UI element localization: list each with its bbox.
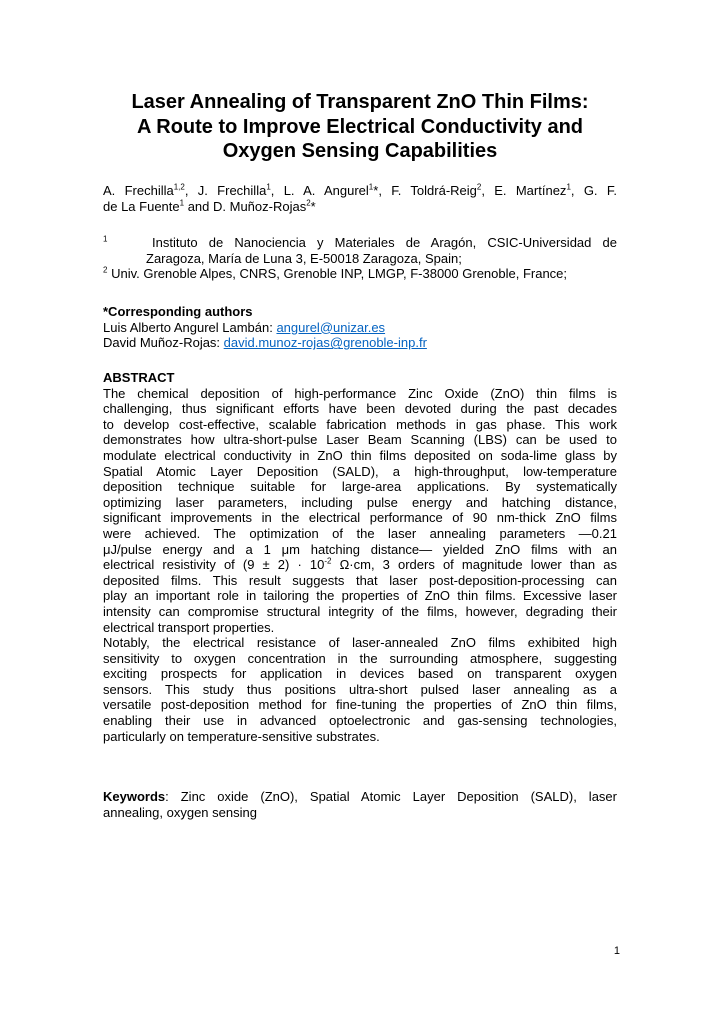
affiliation-number: 2 xyxy=(103,265,108,275)
corresponding-mark: * xyxy=(310,198,316,214)
abstract-line: intensity can compromise structural integrity of the films, however, degrading their xyxy=(103,603,617,619)
abstract-line: electrical transport properties. xyxy=(103,619,275,635)
author-name: A. Frechilla xyxy=(103,183,174,198)
author-name: E. Martínez xyxy=(494,183,567,198)
abstract-line: versatile post-deposition method for fine-tuning the properties of ZnO thin films, xyxy=(103,697,617,713)
author-affiliation-mark: 1,2 xyxy=(173,182,185,192)
abstract-line: Notably, the electrical resistance of laser-annealed ZnO films exhibited high xyxy=(103,635,617,651)
keywords-label: Keywords xyxy=(103,789,166,804)
title-line: Laser Annealing of Transparent ZnO Thin Films: xyxy=(131,91,589,113)
affiliation-1-continued: Zaragoza, María de Luna 3, E-50018 Zaragoza, Spain; xyxy=(146,250,462,266)
keywords-section xyxy=(103,789,617,820)
abstract-line: deposition technique suitable for large-area applications. By systematically xyxy=(103,479,617,495)
corresponding-mark: * xyxy=(373,183,379,198)
abstract-line: demonstrates how ultra-short-pulse Laser Beam Scanning (LBS) can be used to xyxy=(103,432,617,448)
abstract-paragraph-2 xyxy=(103,635,617,744)
author-list xyxy=(103,183,617,214)
author-affiliation-mark: 1 xyxy=(179,198,185,208)
title-line: A Route to Improve Electrical Conductivity and xyxy=(137,115,583,138)
abstract-paragraph-1 xyxy=(103,386,617,636)
title-line: Oxygen Sensing Capabilities xyxy=(222,140,498,162)
email-link-munoz-rojas[interactable]: david.munoz-rojas@grenoble-inp.fr xyxy=(223,335,427,351)
email-link-angurel[interactable]: angurel@unizar.es xyxy=(276,319,386,335)
keywords-line: annealing, oxygen sensing xyxy=(103,804,257,820)
affiliation-1: $^1$ Instituto de Nanociencia y Materiales de Aragón, CSIC-Universidad de xyxy=(103,234,617,250)
keywords-line: Keywords: Zinc oxide (ZnO), Spatial Atomic Layer Deposition (SALD), laser xyxy=(103,789,617,804)
affiliations xyxy=(103,235,617,282)
author-line: de La Fuente$^1$ and D. Muñoz-Rojas$^2$* xyxy=(103,198,316,214)
author-affiliation-mark: 1 xyxy=(566,182,571,192)
author-name: D. Muñoz-Rojas xyxy=(213,198,307,214)
author-name-continued: de La Fuente xyxy=(103,198,180,214)
affiliation-2: $^2$ Univ. Grenoble Alpes, CNRS, Grenoble INP, LMGP, F-38000 Grenoble, France; xyxy=(103,265,568,282)
author-name: F. Toldrá-Reig xyxy=(391,183,477,198)
abstract-line: were achieved. The optimization of the laser annealing parameters —0.21 xyxy=(103,525,617,541)
abstract-line: challenging, thus significant efforts have been devoted during the past decades xyxy=(103,401,617,417)
abstract-section xyxy=(103,370,617,744)
abstract-line: significant improvements in the electrical performance of 90 nm-thick ZnO films xyxy=(103,510,617,526)
author-name: L. A. Angurel xyxy=(283,183,369,198)
author-line: A. Frechilla$^{1,2}$, J. Frechilla$^1$, L. A. Angurel$^1$*, F. Toldrá-Reig$^2$, E. Martínez$^1$, G. F. xyxy=(103,182,617,198)
paper-title xyxy=(100,90,620,164)
abstract-line: exciting prospects for application in devices based on transparent oxygen xyxy=(103,666,617,682)
abstract-line: sensitivity to oxygen concentration in the surrounding atmosphere, suggesting xyxy=(103,650,617,666)
abstract-line: play an important role in tailoring the properties of ZnO thin films. Excessive laser xyxy=(103,588,617,604)
abstract-line: electrical resistivity of $(9 \pm 2) \cdot 10^{-2}$ Ω·cm, 3 orders of magnitude lower than as xyxy=(103,556,617,573)
corresponding-author-2: David Muñoz-Rojas: david.munoz-rojas@grenoble-inp.fr xyxy=(103,335,427,351)
corresponding-heading: *Corresponding authors xyxy=(103,304,253,319)
corresponding-authors xyxy=(103,304,617,351)
abstract-line: deposited films. This result suggests that laser post-deposition-processing can xyxy=(103,572,617,588)
author-name: J. Frechilla xyxy=(197,183,267,198)
abstract-heading: ABSTRACT xyxy=(103,370,175,385)
page-number: 1 xyxy=(613,945,620,957)
author-affiliation-mark: 1 xyxy=(266,182,271,192)
exponent: -2 xyxy=(324,556,332,566)
abstract-line: to develop cost-effective, scalable fabrication methods in gas phase. This work xyxy=(103,416,617,432)
author-name: G. F. xyxy=(583,183,617,198)
affiliation-number: 1 xyxy=(103,234,108,244)
abstract-line: Spatial Atomic Layer Deposition (SALD), a high-throughput, low-temperature xyxy=(103,463,617,479)
abstract-line: sensors. This study thus positions ultra-short pulsed laser annealing as a xyxy=(103,681,617,697)
author-affiliation-mark: 2 xyxy=(476,182,482,192)
abstract-line: μJ/pulse energy and a 1 μm hatching distance— yielded ZnO films with an xyxy=(103,541,617,557)
abstract-line: optimizing laser parameters, including pulse energy and hatching distance, xyxy=(103,494,617,510)
corresponding-author-1: Luis Alberto Angurel Lambán: angurel@unizar.es xyxy=(103,319,386,335)
abstract-line: particularly on temperature-sensitive substrates. xyxy=(103,728,380,744)
author-affiliation-mark: 2 xyxy=(306,198,311,208)
abstract-line: enabling their use in advanced optoelectronic and gas-sensing technologies, xyxy=(103,713,617,729)
abstract-line: modulate electrical conductivity in ZnO thin films deposited on soda-lime glass by xyxy=(103,447,617,463)
author-affiliation-mark: 1 xyxy=(368,182,374,192)
abstract-line: The chemical deposition of high-performance Zinc Oxide (ZnO) thin films is xyxy=(103,385,617,401)
